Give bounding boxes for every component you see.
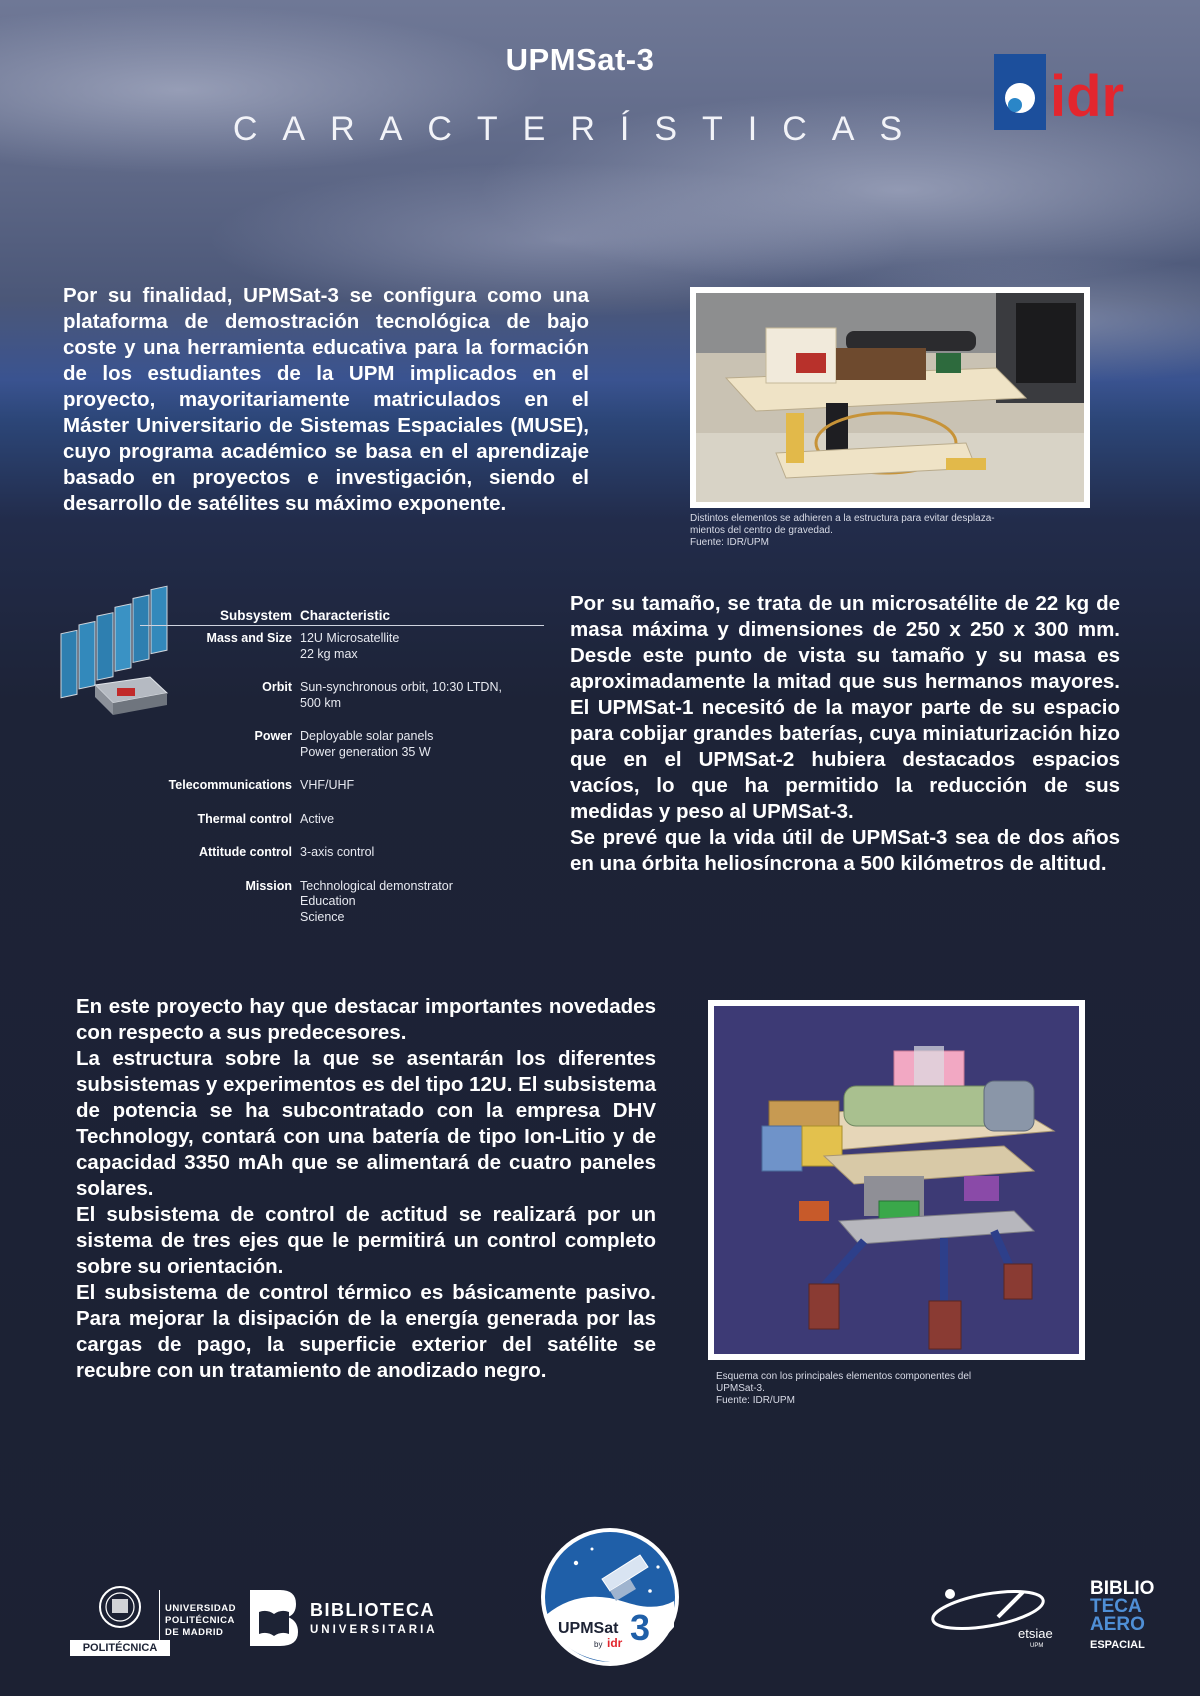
- spec-value-line: Science: [300, 909, 345, 924]
- table-row: [140, 807, 544, 841]
- biblioteca-aeroespacial-logo: [1090, 1580, 1162, 1654]
- table-row: [140, 874, 544, 939]
- biblioteca-name: [310, 1600, 438, 1636]
- novelties-paragraph: [76, 994, 656, 1384]
- cad-schematic-image: [714, 1006, 1079, 1354]
- badge-name: UPMSat: [558, 1620, 619, 1637]
- etsiae-name: etsiae: [1018, 1626, 1053, 1641]
- upm-crest-icon: [70, 1585, 170, 1631]
- table-row: [140, 773, 544, 807]
- table-row: [140, 840, 544, 874]
- idr-logo: [994, 54, 1134, 130]
- spec-key: Attitude control: [198, 845, 292, 859]
- spec-value-line: Education: [300, 894, 356, 908]
- novelties-p2: La estructura sobre la que se asentarán los diferentes subsistemas y experimentos es del tipo 12U. El subsistema de potencia se ha subcontratado con la empresa DHV Technology, contará con una batería de tipo Ion-Litio y de capacidad 3350 mAh que se alimentará de cuatro paneles solares.: [76, 1047, 656, 1200]
- spec-table-header: [140, 608, 544, 626]
- spec-value-line: VHF/UHF: [300, 778, 355, 792]
- size-paragraph-p1: Por su tamaño, se trata de un microsatélite de 22 kg de masa máxima y dimensiones de 250 x 250 x 300 mm. Desde este punto de vista su tamaño y su masa es aproximadamente la mitad que sus hermanos mayores. El UPMSat-1 necesitó de la mayor parte de su espacio para cobijar grandes baterías, cuya miniaturización hizo que en el UPMSat-2 hubiera destacados espacios vacíos, lo que ha permitido la reducción de sus medidas y peso al UPMSat-3.: [570, 592, 1120, 823]
- header-subsystem: Subsystem: [140, 608, 300, 626]
- novelties-p1: En este proyecto hay que destacar importantes novedades con respecto a sus predecesores.: [76, 995, 656, 1044]
- spec-value: [300, 675, 544, 724]
- spec-value-line: Sun-synchronous orbit, 10:30 LTDN,: [300, 680, 502, 694]
- etsiae-sub: UPM: [1030, 1643, 1044, 1649]
- aero-line: AERO: [1090, 1614, 1145, 1635]
- header-characteristic: Characteristic: [300, 608, 544, 626]
- upm-name-line: UNIVERSIDAD: [165, 1603, 236, 1614]
- table-row: [140, 626, 544, 676]
- spec-value-line: 22 kg max: [300, 646, 358, 661]
- upm-name-line: POLITÉCNICA: [165, 1615, 235, 1626]
- upm-name: [165, 1603, 236, 1639]
- photo1-caption: [690, 513, 1090, 549]
- spec-value-line: 500 km: [300, 695, 341, 710]
- upm-label: POLITÉCNICA: [70, 1640, 170, 1656]
- spec-key: Mission: [245, 878, 292, 893]
- upm-logo: [70, 1585, 170, 1653]
- photo-satellite-prototype: [690, 287, 1090, 508]
- spec-value: [300, 807, 544, 841]
- spec-key: Power: [254, 729, 292, 743]
- page-subtitle: CARACTERÍSTICAS: [232, 110, 928, 148]
- caption-line: UPMSat-3.: [716, 1383, 765, 1394]
- novelties-p3: El subsistema de control de actitud se realizará por un sistema de tres ejes que le permitirá un control completo sobre su orientación.: [76, 1203, 656, 1278]
- spec-key: Telecommunications: [168, 778, 292, 792]
- divider: [159, 1590, 160, 1652]
- aero-line: TECA: [1090, 1596, 1142, 1617]
- spec-value-line: 3-axis control: [300, 845, 375, 859]
- size-paragraph: [570, 591, 1120, 877]
- size-paragraph-p2: Se prevé que la vida útil de UPMSat-3 sea de dos años en una órbita heliosíncrona a 500 kilómetros de altitud.: [570, 826, 1120, 875]
- spec-value-line: Technological demonstrator: [300, 878, 453, 893]
- biblioteca-line: UNIVERSITARIA: [310, 1624, 438, 1636]
- idr-logo-text: idr: [1050, 64, 1125, 129]
- badge-number: 3: [630, 1607, 651, 1648]
- photo-cad-schematic: [708, 1000, 1085, 1360]
- novelties-p4: El subsistema de control térmico es básicamente pasivo. Para mejorar la disipación de la energía generada por las cargas de pago, la superficie exterior del satélite se recubre con un tratamiento de anodizado negro.: [76, 1281, 656, 1382]
- intro-paragraph: Por su finalidad, UPMSat-3 se configura como una plataforma de demostración tecnológica de bajo coste y una herramienta educativa para la formación de los estudiantes de la UPM implicados en el proyecto, mayoritariamente matriculados en el Máster Universitario de Sistemas Espaciales (MUSE), cuyo programa académico se basa en el aprendizaje basado en proyectos e investigación, siendo el desarrollo de satélites su máximo exponente.: [63, 284, 589, 515]
- upm-name-line: DE MADRID: [165, 1627, 224, 1638]
- spec-value-line: Power generation 35 W: [300, 744, 431, 759]
- spec-key: Thermal control: [197, 811, 292, 826]
- spec-key: Mass and Size: [206, 631, 292, 645]
- spec-value-line: Active: [300, 811, 335, 826]
- spec-key: Orbit: [262, 680, 292, 694]
- caption-line: mientos del centro de gravedad.: [690, 525, 833, 536]
- biblioteca-line: BIBLIOTECA: [310, 1600, 435, 1620]
- biblioteca-b-icon: [250, 1590, 298, 1646]
- page-title: UPMSat-3: [505, 42, 655, 77]
- badge-idr: idr: [607, 1636, 623, 1650]
- spec-value-line: 12U Microsatellite: [300, 631, 400, 645]
- photo2-caption: [716, 1371, 1078, 1407]
- spec-value: [300, 626, 544, 676]
- badge-by: by: [594, 1640, 603, 1649]
- caption-source: Fuente: IDR/UPM: [716, 1395, 795, 1406]
- spec-value: [300, 840, 544, 874]
- spec-table: [140, 608, 544, 938]
- spec-value: [300, 773, 544, 807]
- spec-value: [300, 874, 544, 939]
- spec-value: [300, 724, 544, 773]
- table-row: [140, 675, 544, 724]
- prototype-photo: [696, 293, 1084, 502]
- aero-line: ESPACIAL: [1090, 1639, 1145, 1651]
- aero-line: BIBLIO: [1090, 1578, 1155, 1599]
- spec-value-line: Deployable solar panels: [300, 729, 434, 743]
- caption-source: Fuente: IDR/UPM: [690, 537, 769, 548]
- caption-line: Esquema con los principales elementos componentes del: [716, 1371, 972, 1382]
- caption-line: Distintos elementos se adhieren a la estructura para evitar desplaza-: [690, 513, 995, 524]
- upmsat3-badge: [540, 1527, 680, 1667]
- table-row: [140, 724, 544, 773]
